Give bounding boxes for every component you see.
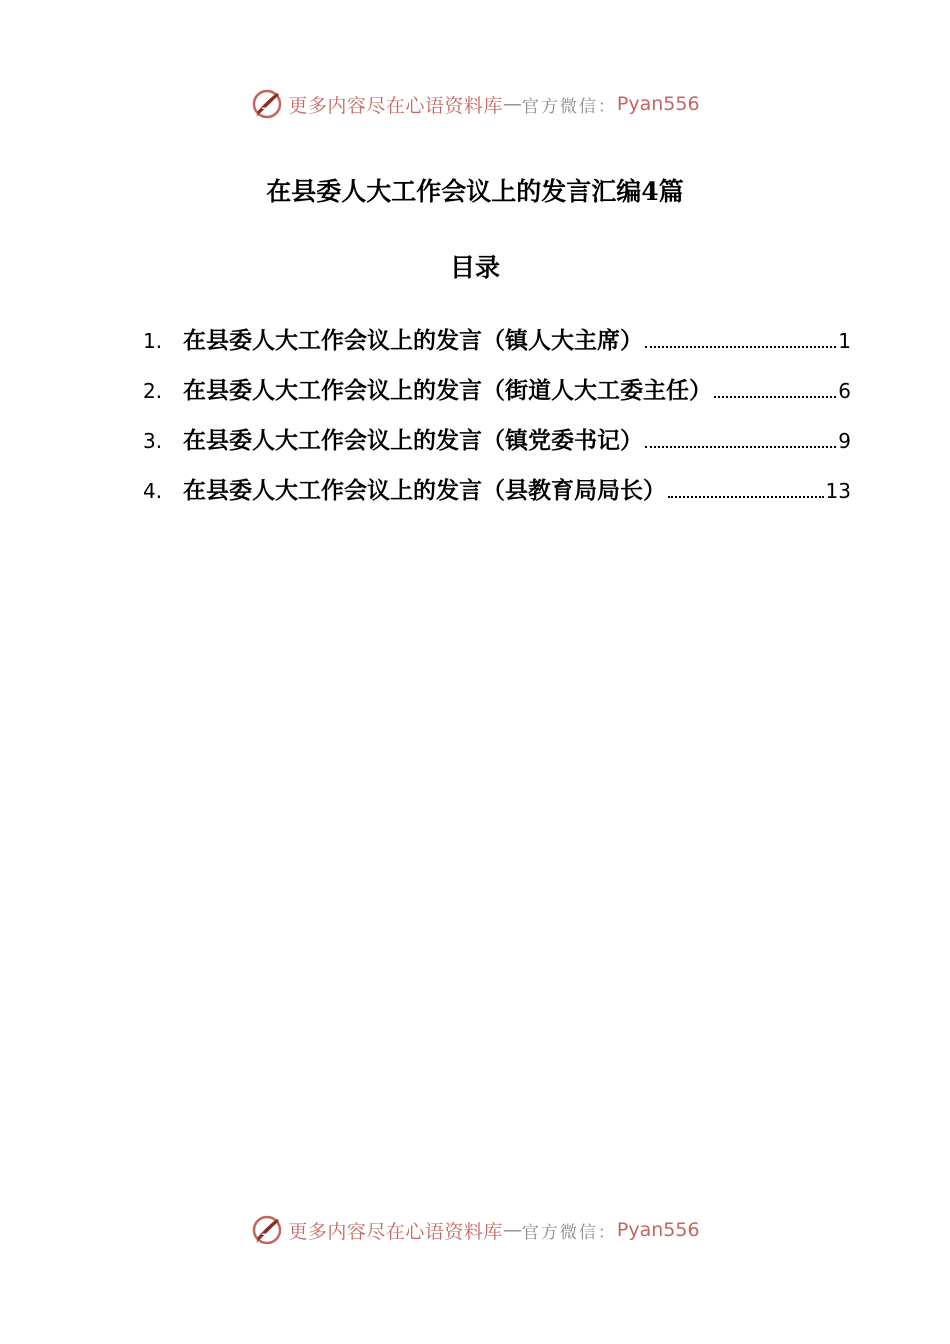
- toc-entry-page: 1: [838, 329, 851, 353]
- toc-entry-page: 9: [838, 429, 851, 453]
- toc-entry-2[interactable]: [143, 372, 851, 422]
- toc-entry-title: 在县委人大工作会议上的发言（街道人大工委主任）: [183, 377, 712, 404]
- toc-dot-leader: [645, 446, 836, 448]
- toc-entry-page: 13: [825, 479, 851, 503]
- watermark-wechat-id: Pyan556: [616, 93, 700, 115]
- footer-watermark: [0, 1210, 950, 1250]
- toc-entry-number: 4.: [143, 479, 163, 503]
- document-title: 在县委人大工作会议上的发言汇编4篇: [266, 177, 684, 206]
- watermark-wechat-id: Pyan556: [616, 1219, 700, 1241]
- watermark-main-text: 更多内容尽在心语资料库: [288, 94, 503, 117]
- toc-entry-4[interactable]: [143, 472, 851, 522]
- watermark-wechat-label: 官方微信：: [521, 1222, 617, 1243]
- watermark-main-text: 更多内容尽在心语资料库: [288, 1220, 503, 1243]
- toc-entry-1[interactable]: [143, 322, 851, 372]
- pen-circle-logo-icon: [250, 1213, 284, 1247]
- table-of-contents: [143, 322, 851, 522]
- toc-entry-title: 在县委人大工作会议上的发言（县教育局局长）: [183, 477, 666, 504]
- toc-entry-number: 1.: [143, 329, 163, 353]
- toc-dot-leader: [714, 396, 836, 398]
- toc-entry-title: 在县委人大工作会议上的发言（镇党委书记）: [183, 427, 643, 454]
- toc-entry-page: 6: [838, 379, 851, 403]
- watermark-wechat-label: 官方微信：: [521, 96, 617, 117]
- header-watermark: [0, 84, 950, 124]
- toc-entry-3[interactable]: [143, 422, 851, 472]
- toc-entry-number: 2.: [143, 379, 163, 403]
- watermark-dash: —: [502, 93, 522, 115]
- toc-dot-leader: [668, 496, 824, 498]
- toc-dot-leader: [645, 346, 836, 348]
- toc-heading: 目录: [449, 253, 500, 282]
- toc-entry-number: 3.: [143, 429, 163, 453]
- watermark-dash: —: [502, 1219, 522, 1241]
- toc-entry-title: 在县委人大工作会议上的发言（镇人大主席）: [183, 327, 643, 354]
- pen-circle-logo-icon: [250, 87, 284, 121]
